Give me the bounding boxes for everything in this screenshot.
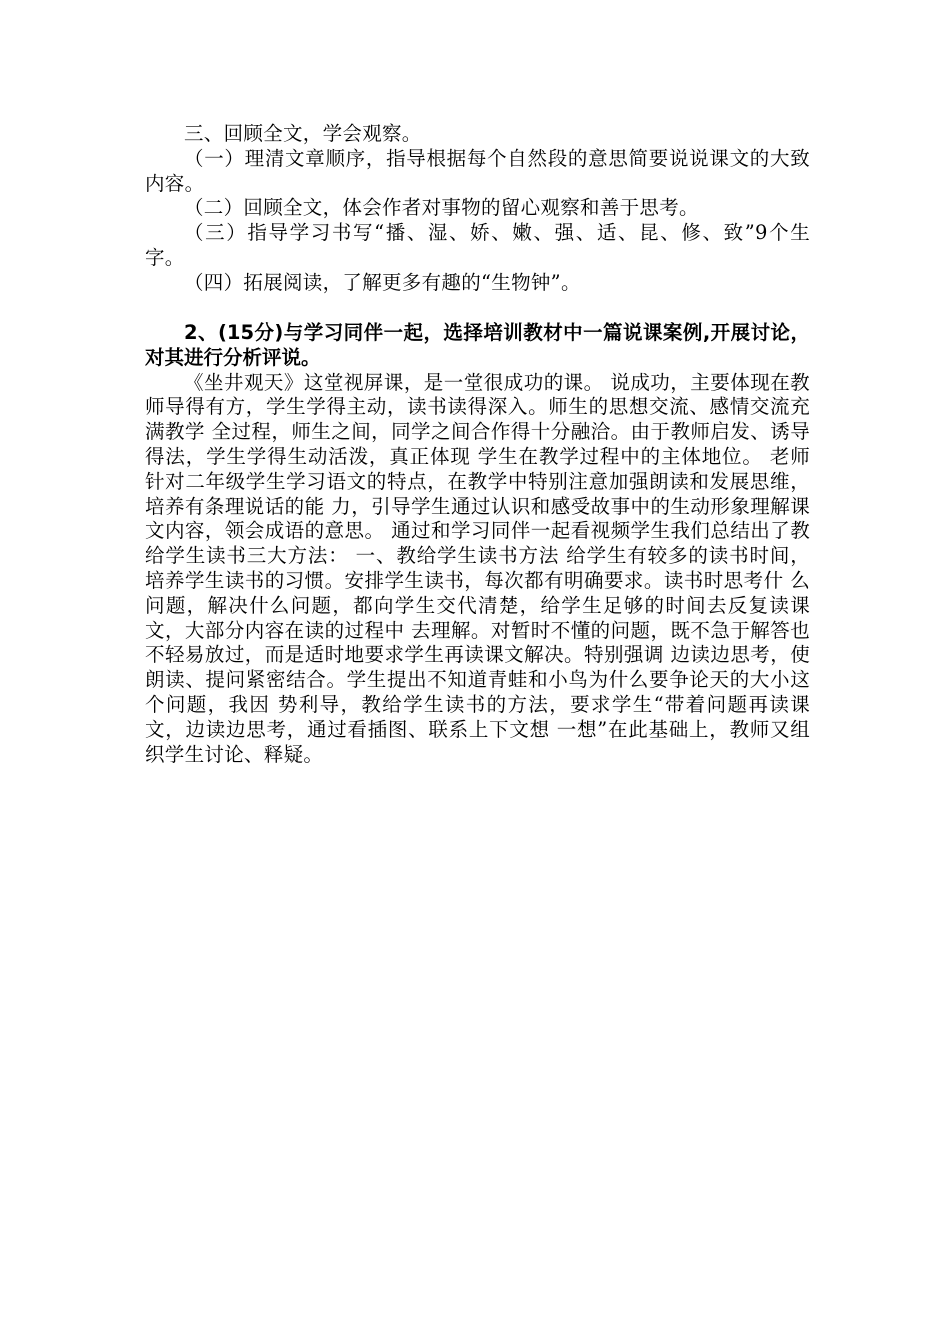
question-title: 2、(15分)与学习同伴一起，选择培训教材中一篇说课案例,开展讨论，对其进行分析评说。 (145, 320, 810, 370)
answer-paragraph: 《坐井观天》这堂视屏课，是一堂很成功的课。 说成功，主要体现在教师导得有方，学生学得主动，读书读得深入。师生的思想交流、感情交流充满教学 全过程，师生之间，同学之间合作得十分融洽。由于教师启发、诱导得法，学生学得生动活泼，真正体现 学生在教学过程中的主体地位。 老师针对二年级学生学习语文的特点，在教学中特别注意加强朗读和发展思维，培养有条理说话的能 力，引导学生通过认识和感受故事中的生动形象理解课文内容，领会成语的意思。 通过和学习同伴一起看视频学生我们总结出了教给学生读书三大方法： 一、教给学生读书方法 给学生有较多的读书时间，培养学生读书的习惯。安排学生读书，每次都有明确要求。读书时思考什 么问题，解决什么问题，都向学生交代清楚，给学生足够的时间去反复读课文，大部分内容在读的过程中 去理解。对暂时不懂的问题，既不急于解答也不轻易放过，而是适时地要求学生再读课文解决。特别强调 边读边思考，使朗读、提问紧密结合。学生提出不知道青蛙和小鸟为什么要争论天的大小这个问题，我因 势利导，教给学生读书的方法，要求学生“带着问题再读课文，边读边思考，通过看插图、联系上下文想 一想”在此基础上，教师又组织学生讨论、释疑。 (145, 370, 810, 766)
section-item-3: （三）指导学习书写“播、湿、娇、嫩、强、适、昆、修、致”9个生字。 (145, 221, 810, 269)
section-item-4: （四）拓展阅读，了解更多有趣的“生物钟”。 (184, 270, 581, 294)
paragraph-gap (145, 296, 810, 320)
section-item-2: （二）回顾全文，体会作者对事物的留心观察和善于思考。 (184, 196, 699, 220)
document-page (145, 122, 810, 767)
section-item-1: （一）理清文章顺序，指导根据每个自然段的意思简要说说课文的大致内容。 (145, 146, 810, 195)
section-heading: 三、回顾全文，学会观察。 (184, 122, 422, 145)
